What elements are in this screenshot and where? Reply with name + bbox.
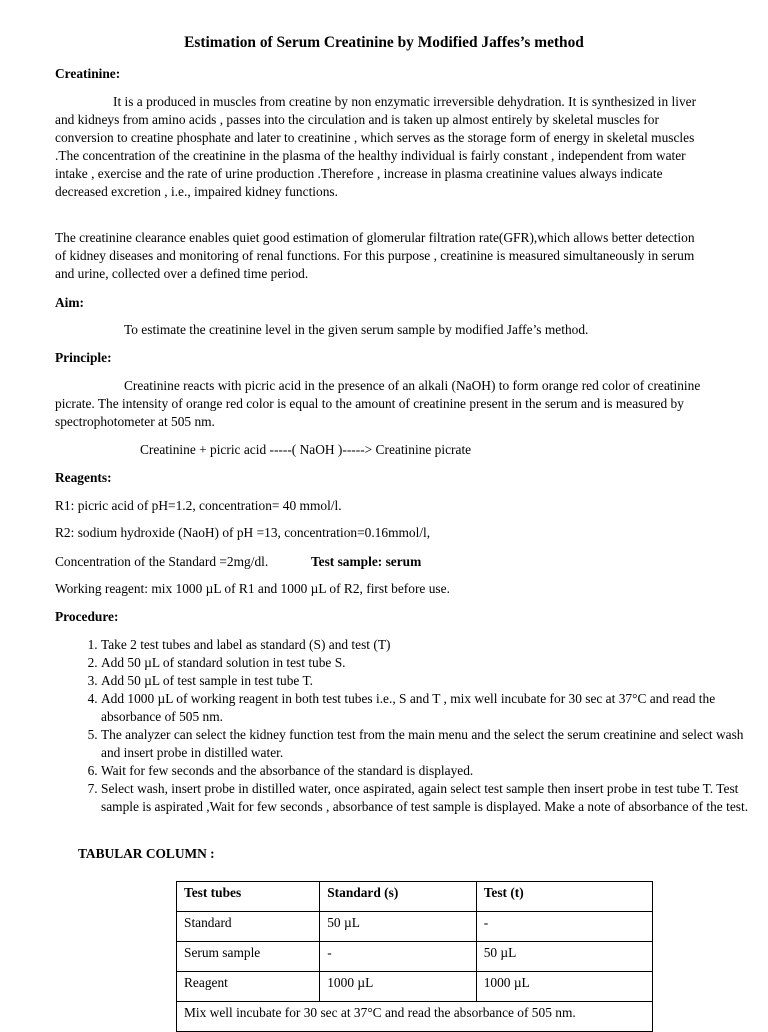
creatinine-paragraph-2: The creatinine clearance enables quiet good estimation of glomerular filtration rate(GFR),which allows better detection of kidney diseases and monitoring of renal functions. For this purpose , creatinine is measured simultaneously in serum and urine, collected over a defined time period.: [55, 230, 695, 281]
table-footer-row: [177, 1002, 653, 1032]
principle-heading: Principle:: [55, 350, 112, 365]
reagents-heading: Reagents:: [55, 470, 112, 485]
procedure-step: 2. Add 50 µL of standard solution in test tube S.: [101, 654, 761, 672]
table-row: [177, 942, 653, 972]
procedure-step: 1. Take 2 test tubes and label as standard (S) and test (T): [101, 636, 761, 654]
creatinine-paragraph-1: It is a produced in muscles from creatine by non enzymatic irreversible dehydration. It is synthesized in liver and kidneys from amino acids , passes into the circulation and is taken up almost entirely by skeletal muscles for conversion to creatine phosphate and later to creatinine , which serves as the storage form of energy in skeletal muscles .The concentration of the creatinine in the plasma of the healthy individual is fairly constant , independent from water intake , exercise and the rate of urine production .Therefore , increase in plasma creatinine values always indicate decreased excretion , i.e., impaired kidney functions.: [55, 94, 697, 199]
principle-text: Creatinine reacts with picric acid in the presence of an alkali (NaOH) to form orange red color of creatinine picrate. The intensity of orange red color is equal to the amount of creatinine present in the serum and is measured by spectrophotometer at 505 nm.: [55, 378, 701, 429]
table-cell: Reagent: [177, 972, 320, 1002]
table-footer-cell: Mix well incubate for 30 sec at 37°C and read the absorbance of 505 nm.: [177, 1002, 653, 1032]
table-header-cell: Test (t): [476, 882, 652, 912]
table-row: [177, 912, 653, 942]
table-cell: 50 µL: [476, 942, 652, 972]
table-cell: 1000 µL: [476, 972, 652, 1002]
table-cell: Standard: [177, 912, 320, 942]
reagent-table: [176, 881, 653, 1032]
procedure-step: 4. Add 1000 µL of working reagent in both test tubes i.e., S and T , mix well incubate for 30 sec at 37°C and read the absorbance of 505 nm.: [101, 690, 761, 726]
table-cell: 50 µL: [320, 912, 476, 942]
standard-concentration-line: [55, 553, 705, 571]
standard-concentration: Concentration of the Standard =2mg/dl.: [55, 554, 269, 569]
aim-heading: Aim:: [55, 295, 85, 310]
table-header-row: [177, 882, 653, 912]
reagent-r1: R1: picric acid of pH=1.2, concentration= 40 mmol/l.: [55, 498, 342, 513]
test-sample-label: Test sample: serum: [310, 554, 422, 569]
table-cell: Serum sample: [177, 942, 320, 972]
table-header-cell: Standard (s): [320, 882, 476, 912]
procedure-step: 3. Add 50 µL of test sample in test tube T.: [101, 672, 761, 690]
table-row: [177, 972, 653, 1002]
procedure-step: 6. Wait for few seconds and the absorbance of the standard is displayed.: [101, 762, 761, 780]
procedure-step: 5. The analyzer can select the kidney function test from the main menu and the select the serum creatinine and select wash and insert probe in distilled water.: [101, 726, 761, 762]
reagent-r2: R2: sodium hydroxide (NaoH) of pH =13, concentration=0.16mmol/l,: [55, 525, 431, 540]
working-reagent: Working reagent: mix 1000 µL of R1 and 1000 µL of R2, first before use.: [55, 581, 450, 596]
table-cell: 1000 µL: [320, 972, 476, 1002]
table-header-cell: Test tubes: [177, 882, 320, 912]
procedure-steps: [55, 636, 761, 816]
procedure-heading: Procedure:: [55, 609, 119, 624]
reaction-equation: Creatinine + picric acid -----( NaOH )-----> Creatinine picrate: [140, 442, 472, 457]
aim-text: To estimate the creatinine level in the given serum sample by modified Jaffe’s method.: [124, 322, 589, 337]
table-cell: -: [320, 942, 476, 972]
table-cell: -: [476, 912, 652, 942]
tabular-column-heading: TABULAR COLUMN :: [78, 846, 215, 861]
creatinine-heading: Creatinine:: [55, 66, 121, 81]
procedure-step: 7. Select wash, insert probe in distilled water, once aspirated, again select test sample then insert probe in test tube T. Test sample is aspirated ,Wait for few seconds , absorbance of test sample is displayed. Make a note of absorbance of the test.: [101, 780, 761, 816]
document-title: Estimation of Serum Creatinine by Modified Jaffes’s method: [184, 34, 584, 51]
